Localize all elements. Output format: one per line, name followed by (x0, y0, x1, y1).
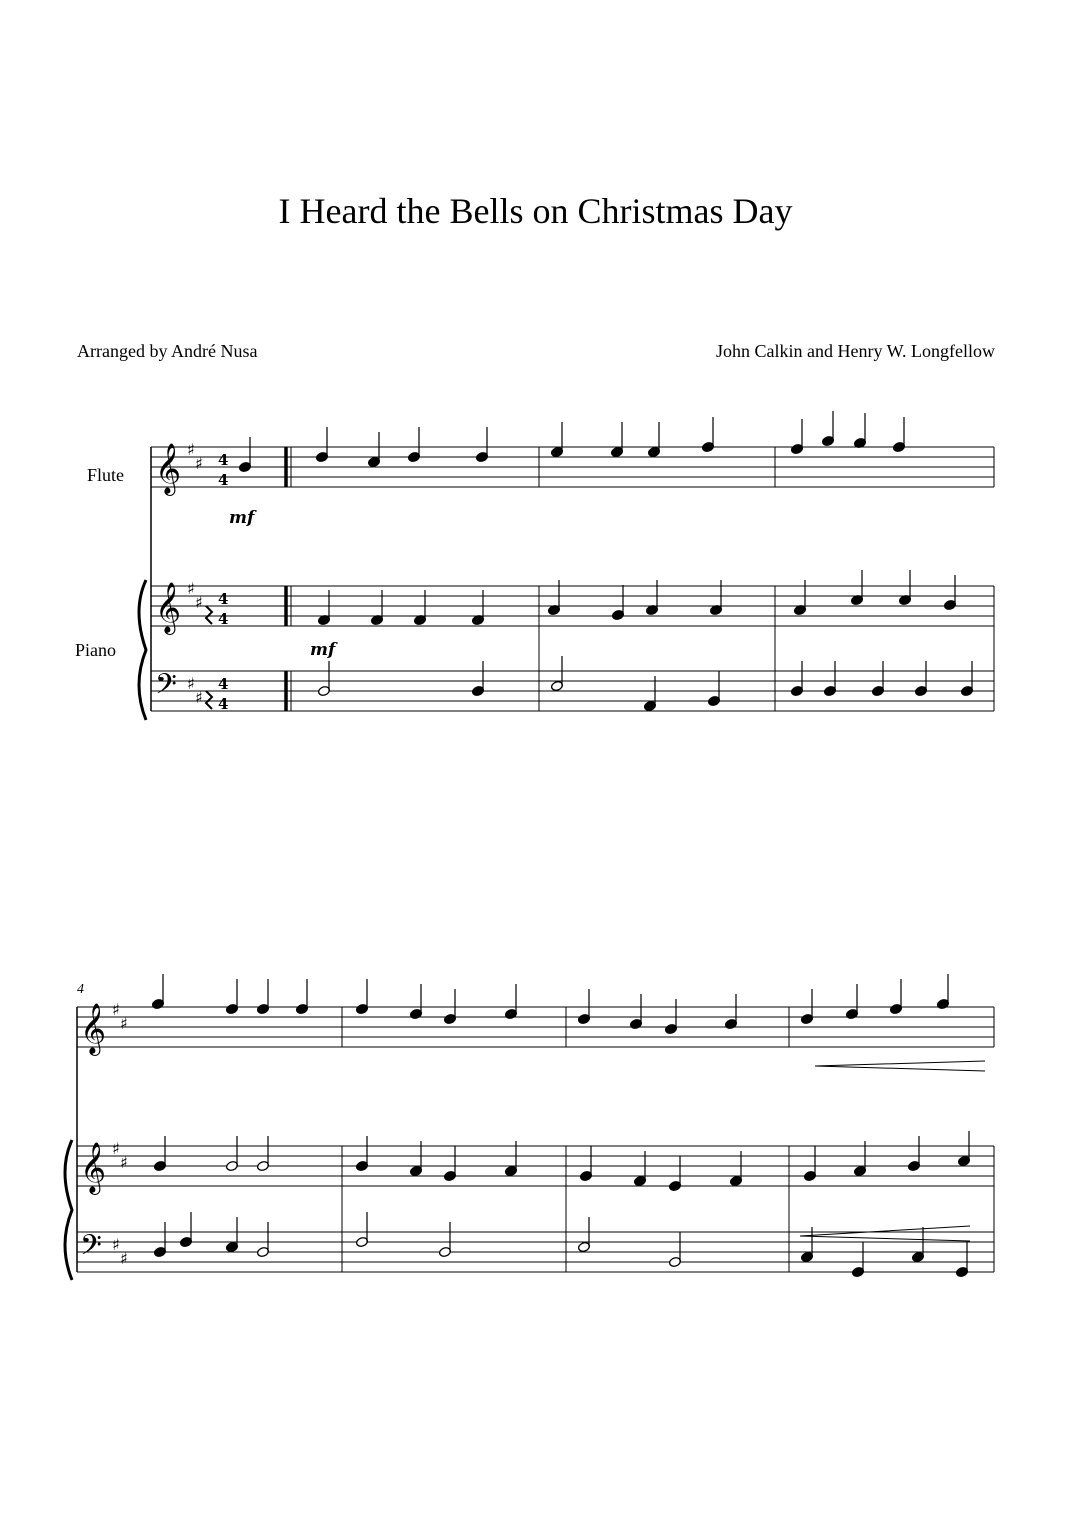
measure-number: 4 (77, 982, 84, 997)
treble-clef: 𝄞 (155, 582, 182, 633)
composer-credit: John Calkin and Henry W. Longfellow (716, 341, 995, 361)
crescendo-hairpin (800, 1226, 970, 1241)
flute-staff (151, 447, 994, 487)
treble-clef: 𝄞 (80, 1003, 107, 1054)
key-sharp: ♯ (112, 1235, 120, 1254)
piano-brace (139, 580, 146, 720)
key-sharp: ♯ (112, 1139, 120, 1158)
time-signature: 4 (218, 610, 229, 628)
key-sharp: ♯ (195, 688, 203, 707)
treble-clef: 𝄞 (155, 443, 182, 494)
bass-clef: 𝄢 (155, 668, 177, 708)
key-sharp: ♯ (187, 440, 195, 459)
arranger-credit: Arranged by André Nusa (77, 341, 258, 361)
key-sharp: ♯ (120, 1249, 128, 1268)
crescendo-hairpin (815, 1061, 985, 1071)
score-title: I Heard the Bells on Christmas Day (278, 191, 793, 231)
instrument-label-flute: Flute (87, 465, 125, 485)
piano-bass-staff (151, 671, 994, 711)
key-sharp: ♯ (195, 454, 203, 473)
time-signature: 4 (218, 451, 229, 469)
key-sharp: ♯ (120, 1153, 128, 1172)
key-sharp: ♯ (187, 579, 195, 598)
key-sharp: ♯ (112, 1000, 120, 1019)
time-signature: 4 (218, 695, 229, 713)
piano-treble-staff (151, 586, 994, 626)
key-sharp: ♯ (187, 674, 195, 693)
time-signature: 4 (218, 471, 229, 489)
treble-clef: 𝄞 (80, 1142, 107, 1193)
quarter-rest (206, 691, 212, 709)
quarter-rest (206, 606, 212, 624)
bass-clef: 𝄢 (80, 1229, 102, 1269)
dynamic-mf-flute: mf (229, 508, 255, 528)
time-signature: 4 (218, 675, 229, 693)
time-signature: 4 (218, 590, 229, 608)
piano-treble-staff (77, 1146, 994, 1186)
instrument-label-piano: Piano (75, 640, 117, 660)
key-sharp: ♯ (120, 1014, 128, 1033)
key-sharp: ♯ (195, 593, 203, 612)
piano-brace (65, 1140, 72, 1280)
dynamic-mf-piano: mf (310, 640, 336, 660)
